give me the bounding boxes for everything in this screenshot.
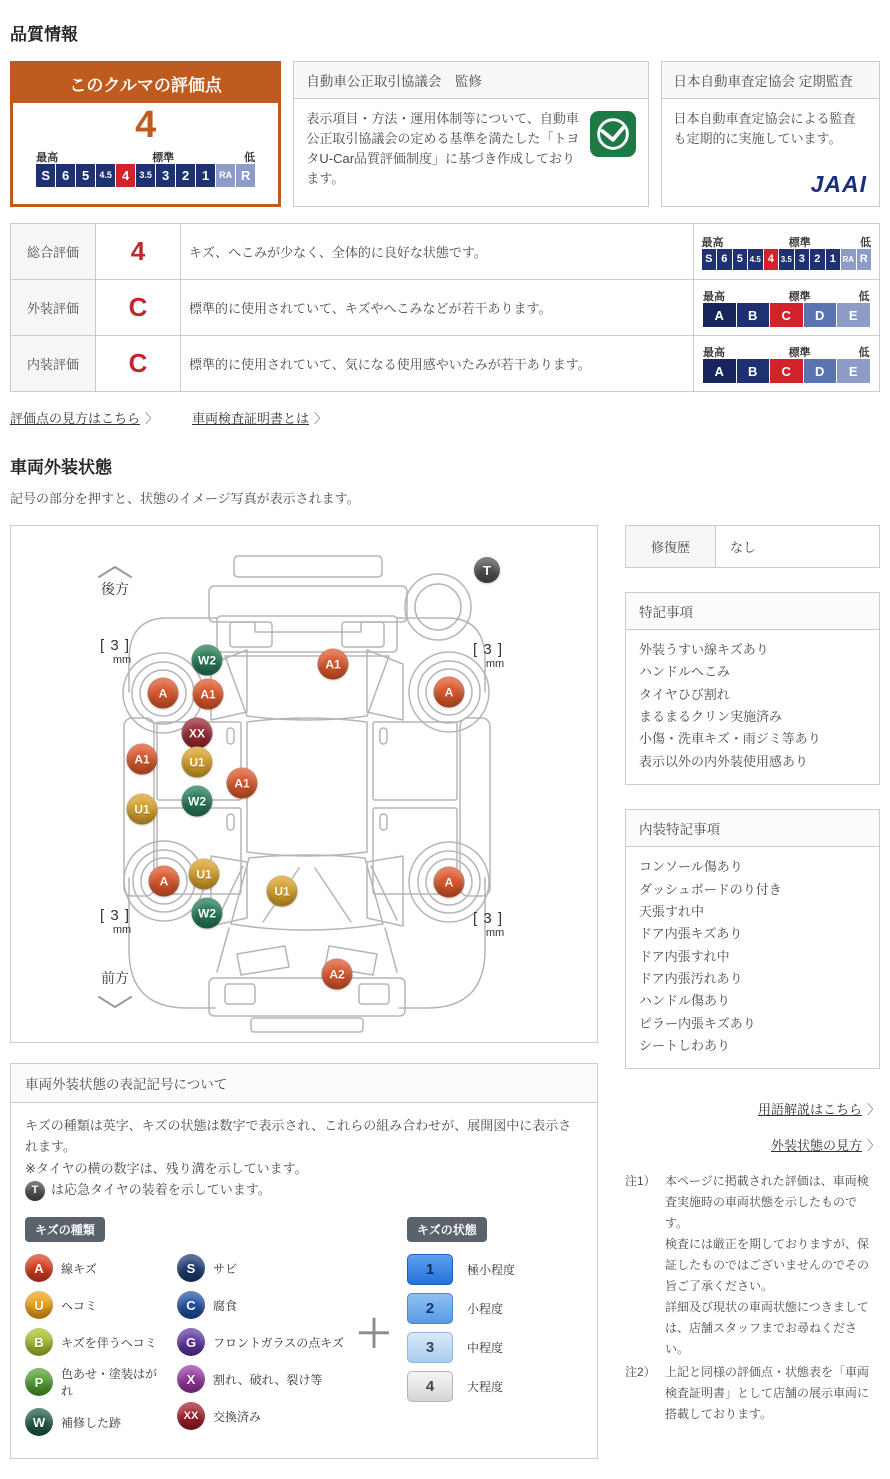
scale-cell: 4.5 (748, 249, 763, 270)
scale-cell: R (857, 249, 872, 270)
scale-cell: 6 (717, 249, 732, 270)
chevron-right-icon: 〉 (314, 411, 328, 426)
eval-row-score: 4 (96, 224, 181, 280)
damage-marker-a1[interactable]: A1 (318, 649, 349, 680)
page-title: 品質情報 (10, 25, 78, 44)
scale-cell: R (236, 164, 255, 187)
scale-cell: 4.5 (96, 164, 115, 187)
fair-trade-body-wrap (294, 99, 647, 200)
interior-note-item: コンソール傷あり (639, 859, 743, 875)
scale-cell: S (702, 249, 717, 270)
damage-state-chip-4: 4 (407, 1371, 453, 1402)
damage-marker-u1[interactable]: U1 (182, 747, 213, 778)
scale-cell: RA (841, 249, 856, 270)
legend-spare-tire-text: は応急タイヤの装着を示しています。 (51, 1182, 271, 1198)
damage-marker-a[interactable]: A (148, 678, 179, 709)
damage-marker-xx[interactable]: XX (182, 718, 213, 749)
tread-depth-front-right: [ 3 ] mm (472, 909, 505, 939)
damage-marker-a1[interactable]: A1 (127, 744, 158, 775)
damage-marker-w2[interactable]: W2 (192, 645, 223, 676)
scale-label-low: 低 (244, 151, 256, 164)
scale-cell: 3 (156, 164, 175, 187)
scale-cell: 1 (826, 249, 841, 270)
exterior-main-row (10, 525, 880, 1459)
tread-depth-rear-right: [ 3 ] mm (472, 640, 505, 670)
damage-kind-b: B キズを伴うヘコミ (25, 1328, 163, 1356)
special-note-item: 小傷・洗車キズ・雨ジミ等あり (639, 731, 821, 747)
scale-cell: 2 (176, 164, 195, 187)
repair-history-value: なし (716, 526, 880, 568)
damage-kind-w: W 補修した跡 (25, 1408, 163, 1436)
tread-depth-rear-left: [ 3 ] mm (99, 636, 132, 666)
damage-marker-a[interactable]: A (149, 866, 180, 897)
damage-kind-a: A 線キズ (25, 1254, 163, 1282)
damage-state-2: 2 小程度 (407, 1293, 515, 1324)
eval-row-label: 外装評価 (11, 280, 96, 336)
interior-notes-box (625, 809, 880, 1069)
scale-cell: 6 (56, 164, 75, 187)
rating-scale (703, 344, 870, 383)
legend-spare-tire-line (25, 1180, 583, 1201)
damage-kind-icon-b: B (25, 1328, 53, 1356)
damage-kind-icon-a: A (25, 1254, 53, 1282)
scale-label-low: 低 (860, 236, 871, 249)
table-link[interactable]: 車両検査証明書とは 〉 (192, 411, 328, 426)
damage-marker-w2[interactable]: W2 (182, 786, 213, 817)
chevron-right-icon: 〉 (866, 1138, 880, 1154)
damage-kind-c: C 腐食 (177, 1291, 355, 1319)
damage-kind-x: X 割れ、破れ、裂け等 (177, 1365, 355, 1393)
state-badge: キズの状態 (407, 1217, 487, 1242)
side-column (625, 525, 880, 1425)
footnotes (625, 1171, 880, 1425)
damage-kind-icon-xx: XX (177, 1402, 205, 1430)
scale-label-standard: 標準 (788, 291, 811, 303)
eval-row-label: 内装評価 (11, 336, 96, 392)
interior-note-item: ドア内張すれ中 (639, 948, 730, 964)
spare-tire-icon: T (25, 1181, 45, 1201)
eval-row-scale (693, 224, 880, 280)
interior-note-item: 天張すれ中 (639, 903, 705, 919)
damage-state-3: 3 中程度 (407, 1332, 515, 1363)
scale-cell: S (36, 164, 55, 187)
damage-kind-icon-p: P (25, 1368, 53, 1396)
damage-state-chip-3: 3 (407, 1332, 453, 1363)
interior-note-item: ハンドル傷あり (639, 993, 731, 1009)
scale-cell: E (837, 303, 870, 327)
exterior-diagram (10, 525, 598, 1043)
eval-row-description: 標準的に使用されていて、気になる使用感やいたみが若干あります。 (181, 336, 694, 392)
damage-state-chip-2: 2 (407, 1293, 453, 1324)
special-note-item: ハンドルへこみ (639, 664, 731, 680)
scale-cell: A (703, 359, 736, 383)
damage-marker-t[interactable]: T (474, 557, 500, 583)
legend-grid (25, 1217, 583, 1436)
rear-direction-label: 後方 (101, 581, 129, 597)
rear-direction (93, 564, 137, 599)
side-links (625, 1099, 880, 1154)
scale-label-standard: 標準 (788, 236, 811, 249)
glossary-link[interactable]: 用語解説はこちら 〉 (757, 1102, 880, 1118)
damage-marker-w2[interactable]: W2 (192, 898, 223, 929)
scale-cell: 5 (733, 249, 748, 270)
legend-body (11, 1103, 597, 1458)
damage-marker-a[interactable]: A (434, 867, 465, 898)
repair-history-label: 修復歴 (626, 526, 716, 568)
special-note-item: 表示以外の内外装使用感あり (639, 753, 809, 769)
legend-line-2: ※タイヤの横の数字は、残り溝を示しています。 (25, 1160, 308, 1176)
table-link[interactable]: 評価点の見方はこちら 〉 (10, 411, 159, 426)
damage-marker-u1[interactable]: U1 (189, 859, 220, 890)
jaai-logo: JAAI (810, 171, 867, 197)
scale-label-standard: 標準 (152, 151, 175, 164)
scale-label-low: 低 (858, 347, 870, 359)
scale-label-best: 最高 (703, 347, 725, 359)
damage-kind-icon-c: C (177, 1291, 205, 1319)
damage-states-area (407, 1217, 515, 1402)
evaluation-row (11, 280, 880, 336)
damage-marker-u1[interactable]: U1 (267, 876, 298, 907)
evaluation-table (10, 223, 880, 392)
scale-cell: C (770, 359, 803, 383)
damage-marker-a2[interactable]: A2 (322, 959, 353, 990)
scale-cell: E (837, 359, 870, 383)
damage-kind-icon-g: G (177, 1328, 205, 1356)
damage-marker-a[interactable]: A (434, 677, 465, 708)
left-column (10, 525, 598, 1459)
damage-marker-a1[interactable]: A1 (193, 679, 224, 710)
eval-row-label: 総合評価 (11, 224, 96, 280)
scale-cell: 3.5 (779, 249, 794, 270)
interior-note-item: ピラー内張キズあり (639, 1015, 756, 1031)
scale-cell: 2 (810, 249, 825, 270)
top-row (10, 61, 880, 207)
damage-state-4: 4 大程度 (407, 1371, 515, 1402)
scale-cell: 3 (795, 249, 810, 270)
score-box-title: このクルマの評価点 (13, 64, 278, 103)
legend-header: 車両外装状態の表記記号について (11, 1064, 597, 1103)
tread-depth-front-left: [ 3 ] mm (99, 906, 132, 936)
jaai-header: 日本自動車査定協会 定期監査 (662, 62, 879, 99)
scale-cell: 5 (76, 164, 95, 187)
front-direction (93, 968, 137, 1009)
legend-line-1: キズの種類は英字、キズの状態は数字で表示され、これらの組み合わせが、展開図中に表示されます。 (25, 1118, 572, 1154)
overall-score-value: 4 (135, 104, 157, 146)
damage-kind-p: P 色あせ・塗装はがれ (25, 1365, 163, 1399)
scale-cell: B (737, 303, 770, 327)
exterior-section-title: 車両外装状態 (10, 458, 112, 477)
scale-cell: RA (216, 164, 235, 187)
scale-cell: B (737, 359, 770, 383)
scale-cell: 1 (196, 164, 215, 187)
rating-scale-labels (703, 288, 870, 303)
eval-row-description: キズ、へこみが少なく、全体的に良好な状態です。 (181, 224, 694, 280)
rating-scale-labels (702, 234, 872, 249)
evaluation-row (11, 336, 880, 392)
front-direction-label: 前方 (101, 970, 129, 986)
legend-box (10, 1063, 598, 1459)
scale-label-low: 低 (858, 291, 870, 303)
jaai-body-text: 日本自動車査定協会による監査も定期的に実施しています。 (673, 111, 856, 147)
damage-kind-icon-w: W (25, 1408, 53, 1436)
chevron-down-icon (95, 994, 135, 1009)
scale-label-standard: 標準 (788, 347, 811, 359)
scale-cell: 4 (764, 249, 779, 270)
eval-row-score: C (96, 336, 181, 392)
chevron-right-icon: 〉 (866, 1102, 880, 1118)
scale-cell: D (804, 303, 837, 327)
exterior-guide-link[interactable]: 外装状態の見方 〉 (770, 1138, 880, 1154)
damage-kind-icon-x: X (177, 1365, 205, 1393)
scale-cell: 4 (116, 164, 135, 187)
damage-kind-g: G フロントガラスの点キズ (177, 1328, 355, 1356)
plus-icon: ＋ (355, 1314, 394, 1357)
damage-kind-icon-u: U (25, 1291, 53, 1319)
chevron-up-icon (95, 564, 135, 579)
damage-kind-s: S サビ (177, 1254, 355, 1282)
car-outline (11, 526, 597, 1042)
eval-row-score: C (96, 280, 181, 336)
damage-kinds-area (25, 1217, 355, 1436)
fair-trade-body-text: 表示項目・方法・運用体制等について、自動車公正取引協議会の定める基準を満たした「トヨタU-Car品質評価制度」に基づき作成しております。 (306, 111, 580, 187)
damage-kind-u: U ヘコミ (25, 1291, 163, 1319)
eval-row-scale (693, 336, 880, 392)
exterior-section-subtitle: 記号の部分を押すと、状態のイメージ写真が表示されます。 (10, 491, 360, 506)
special-note-item: まるまるクリン実施済み (639, 709, 783, 725)
eval-row-scale (693, 280, 880, 336)
score-box (10, 61, 281, 207)
special-notes-box (625, 592, 880, 785)
rating-scale-labels (703, 344, 870, 359)
rating-scale-labels (36, 149, 255, 164)
special-note-item: 外装うすい線キズあり (639, 642, 769, 657)
rating-scale (36, 149, 255, 187)
fair-trade-box (293, 61, 648, 207)
damage-kind-xx: XX 交換済み (177, 1402, 355, 1430)
interior-note-item: シートしわあり (639, 1038, 731, 1054)
table-links (10, 408, 880, 427)
damage-marker-a1[interactable]: A1 (227, 768, 258, 799)
damage-state-chip-1: 1 (407, 1254, 453, 1285)
interior-note-item: ドア内張キズあり (639, 926, 743, 942)
rating-scale (703, 288, 870, 327)
scale-label-best: 最高 (36, 151, 59, 164)
fair-trade-header: 自動車公正取引協議会 監修 (294, 62, 647, 99)
scale-cell: A (703, 303, 736, 327)
interior-notes-header: 内装特記事項 (626, 810, 879, 847)
scale-cell: 3.5 (136, 164, 155, 187)
interior-note-item: ダッシュボードのり付き (639, 881, 782, 897)
damage-kind-icon-s: S (177, 1254, 205, 1282)
jaai-box (661, 61, 880, 207)
fair-trade-logo-icon (590, 111, 636, 163)
kind-badge: キズの種類 (25, 1217, 105, 1242)
scale-cell: C (770, 303, 803, 327)
chevron-right-icon: 〉 (145, 411, 159, 426)
repair-history-table (625, 525, 880, 568)
special-notes-header: 特記事項 (626, 593, 879, 630)
scale-label-best: 最高 (703, 291, 725, 303)
footnote-2: 注2） 上記と同様の評価点・状態表を「車両検査証明書」として店舗の展示車両に搭載しております。 (625, 1365, 870, 1422)
damage-state-1: 1 極小程度 (407, 1254, 515, 1285)
rating-scale (702, 234, 872, 270)
footnote-1: 注1） 本ページに掲載された評価は、車両検査実施時の車両状態を示したものです。 検査には厳正を期しておりますが、保証したものではございませんのでその旨ご了承ください。 詳細及び現状の車両状態につきましては、店舗スタッフまでお尋ねください。 (625, 1174, 870, 1357)
interior-note-item: ドア内張汚れあり (639, 970, 743, 986)
evaluation-row (11, 224, 880, 280)
scale-label-best: 最高 (701, 236, 724, 249)
eval-row-description: 標準的に使用されていて、キズやへこみなどが若干あります。 (181, 280, 694, 336)
scale-cell: D (804, 359, 837, 383)
damage-marker-u1[interactable]: U1 (127, 794, 158, 825)
special-note-item: タイヤひび割れ (639, 686, 730, 702)
score-box-scale (13, 149, 278, 187)
